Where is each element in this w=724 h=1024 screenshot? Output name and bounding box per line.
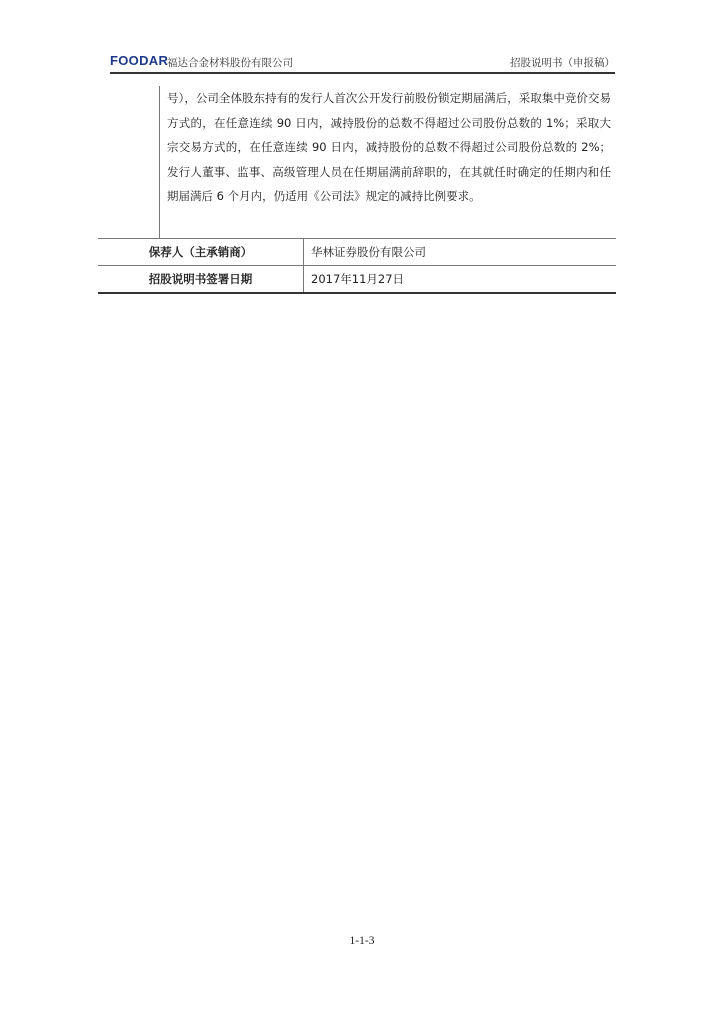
company-name: 福达合金材料股份有限公司 (167, 57, 293, 69)
table-row-sponsor (98, 239, 616, 266)
signing-date-label: 招股说明书签署日期 (98, 266, 304, 292)
sponsor-value: 华林证券股份有限公司 (311, 245, 426, 259)
page-header (110, 52, 615, 72)
info-table (98, 86, 616, 294)
table-cell-empty (98, 86, 160, 238)
table-row-signing-date (98, 266, 616, 294)
header-divider (110, 72, 615, 74)
continuation-paragraph: 号），公司全体股东持有的发行人首次公开发行前股份锁定期届满后，采取集中竞价交易方式的，在任意连续 90 日内，减持股份的总数不得超过公司股份总数的 1%；采取大宗交易方式的，在任意连续 90 日内，减持股份的总数不得超过公司股份总数的 2%；发行人董事、监事、高级管理人员在任期届满前辞职的，在其就任时确定的任期内和任期届满后 6 个月内，仍适用《公司法》规定的减持比例要求。 (167, 91, 611, 204)
table-row-continuation (98, 86, 616, 239)
page-number: 1-1-3 (349, 935, 375, 947)
document-type: 招股说明书（申报稿） (510, 57, 615, 69)
signing-date-value: 2017年11月27日 (311, 272, 405, 286)
sponsor-label: 保荐人（主承销商） (98, 239, 304, 265)
company-logo: FOODAR (110, 53, 169, 68)
